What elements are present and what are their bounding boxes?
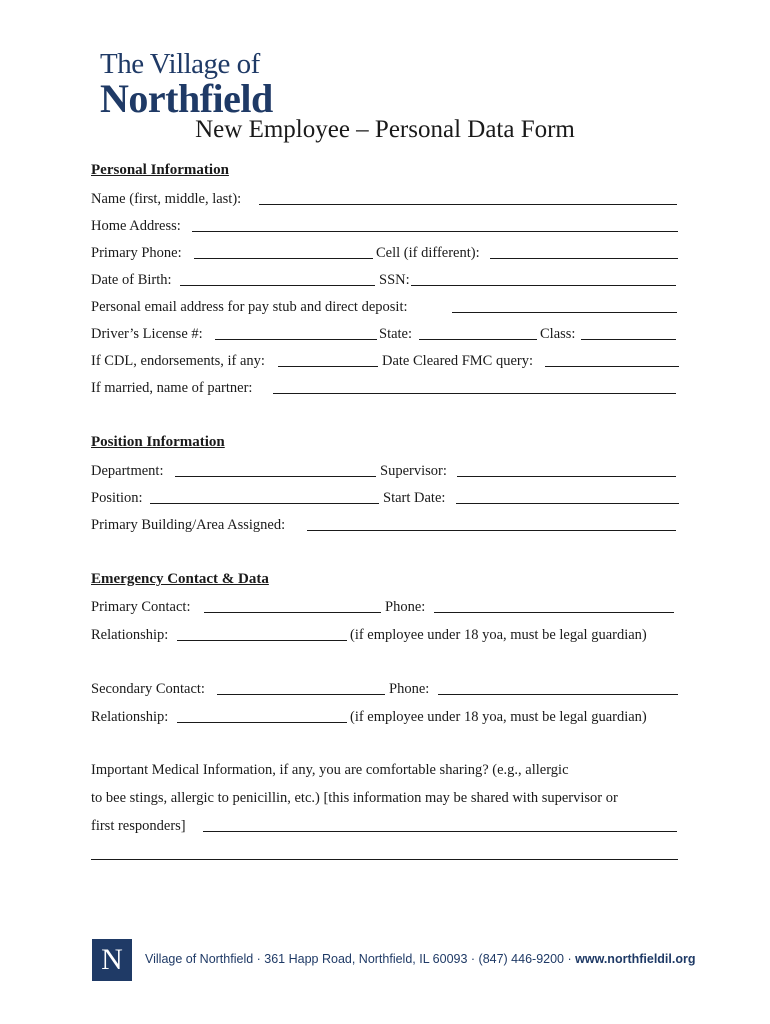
emergency-heading: Emergency Contact & Data xyxy=(91,571,269,587)
building-label: Primary Building/Area Assigned: xyxy=(91,517,286,533)
position-label: Position: xyxy=(91,490,143,506)
personal-info-heading: Personal Information xyxy=(91,162,229,178)
primary-contact-phone-label: Phone: xyxy=(385,599,426,615)
medical-info-line-2: to bee stings, allergic to penicillin, etc.) [this information may be shared with supervisor or xyxy=(91,790,618,806)
primary-phone-label: Primary Phone: xyxy=(91,245,182,261)
primary-relationship-label: Relationship: xyxy=(91,627,169,643)
logo-line-2: Northfield xyxy=(100,76,273,121)
email-label: Personal email address for pay stub and direct deposit: xyxy=(91,299,408,315)
secondary-contact-label: Secondary Contact: xyxy=(91,681,205,697)
email-field[interactable] xyxy=(91,298,681,318)
medical-info-field[interactable] xyxy=(91,817,681,837)
primary-relationship-blank[interactable] xyxy=(177,640,347,641)
fmc-blank[interactable] xyxy=(545,366,679,367)
cdl-label: If CDL, endorsements, if any: xyxy=(91,353,265,369)
partner-label: If married, name of partner: xyxy=(91,380,253,396)
name-label: Name (first, middle, last): xyxy=(91,191,242,207)
position-row[interactable] xyxy=(91,489,683,509)
primary-relationship-row[interactable] xyxy=(91,626,683,646)
primary-contact-phone-blank[interactable] xyxy=(434,612,674,613)
name-blank[interactable] xyxy=(259,204,677,205)
secondary-contact-phone-blank[interactable] xyxy=(438,694,678,695)
medical-info-extra-line[interactable] xyxy=(91,859,678,860)
name-field[interactable] xyxy=(91,190,681,210)
license-blank[interactable] xyxy=(215,339,377,340)
license-row[interactable] xyxy=(91,325,681,345)
supervisor-blank[interactable] xyxy=(457,476,676,477)
class-label: Class: xyxy=(540,326,576,342)
cell-label: Cell (if different): xyxy=(376,245,480,261)
primary-guardian-note: (if employee under 18 yoa, must be legal guardian) xyxy=(350,627,647,643)
ssn-blank[interactable] xyxy=(411,285,676,286)
secondary-relationship-blank[interactable] xyxy=(177,722,347,723)
dob-label: Date of Birth: xyxy=(91,272,172,288)
form-title: New Employee – Personal Data Form xyxy=(195,116,575,143)
medical-info-line-3: first responders] xyxy=(91,818,186,834)
class-blank[interactable] xyxy=(581,339,676,340)
footer-website[interactable]: www.northfieldil.org xyxy=(575,952,696,966)
village-logo xyxy=(100,50,290,119)
building-blank[interactable] xyxy=(307,530,676,531)
cell-blank[interactable] xyxy=(490,258,678,259)
primary-contact-blank[interactable] xyxy=(204,612,381,613)
secondary-contact-blank[interactable] xyxy=(217,694,385,695)
email-blank[interactable] xyxy=(452,312,677,313)
secondary-relationship-row[interactable] xyxy=(91,708,683,728)
secondary-contact-row[interactable] xyxy=(91,680,681,700)
home-address-field[interactable] xyxy=(91,217,681,237)
ssn-label: SSN: xyxy=(379,272,410,288)
home-address-label: Home Address: xyxy=(91,218,181,234)
state-blank[interactable] xyxy=(419,339,537,340)
supervisor-label: Supervisor: xyxy=(380,463,447,479)
state-label: State: xyxy=(379,326,413,342)
cdl-row[interactable] xyxy=(91,352,683,372)
start-date-label: Start Date: xyxy=(383,490,446,506)
footer-address: Village of Northfield · 361 Happ Road, Northfield, IL 60093 · (847) 446-9200 · xyxy=(145,952,576,966)
department-row[interactable] xyxy=(91,462,681,482)
footer xyxy=(92,935,696,985)
partner-field[interactable] xyxy=(91,379,681,399)
medical-info-blank[interactable] xyxy=(203,831,677,832)
secondary-guardian-note: (if employee under 18 yoa, must be legal guardian) xyxy=(350,709,647,725)
footer-contact xyxy=(145,952,696,966)
position-info-heading: Position Information xyxy=(91,434,225,450)
dob-blank[interactable] xyxy=(180,285,375,286)
home-address-blank[interactable] xyxy=(192,231,678,232)
secondary-relationship-label: Relationship: xyxy=(91,709,169,725)
primary-contact-label: Primary Contact: xyxy=(91,599,191,615)
department-blank[interactable] xyxy=(175,476,376,477)
dob-ssn-row[interactable] xyxy=(91,271,681,291)
primary-contact-row[interactable] xyxy=(91,598,681,618)
license-label: Driver’s License #: xyxy=(91,326,203,342)
n-logo-badge: N xyxy=(92,939,132,981)
fmc-label: Date Cleared FMC query: xyxy=(382,353,534,369)
department-label: Department: xyxy=(91,463,164,479)
position-blank[interactable] xyxy=(150,503,379,504)
building-field[interactable] xyxy=(91,516,681,536)
phone-row[interactable] xyxy=(91,244,681,264)
start-date-blank[interactable] xyxy=(456,503,679,504)
cdl-blank[interactable] xyxy=(278,366,378,367)
medical-info-line-1: Important Medical Information, if any, you are comfortable sharing? (e.g., allergic xyxy=(91,762,569,778)
secondary-contact-phone-label: Phone: xyxy=(389,681,430,697)
logo-line-1: The Village of xyxy=(100,48,260,80)
primary-phone-blank[interactable] xyxy=(194,258,373,259)
partner-blank[interactable] xyxy=(273,393,676,394)
